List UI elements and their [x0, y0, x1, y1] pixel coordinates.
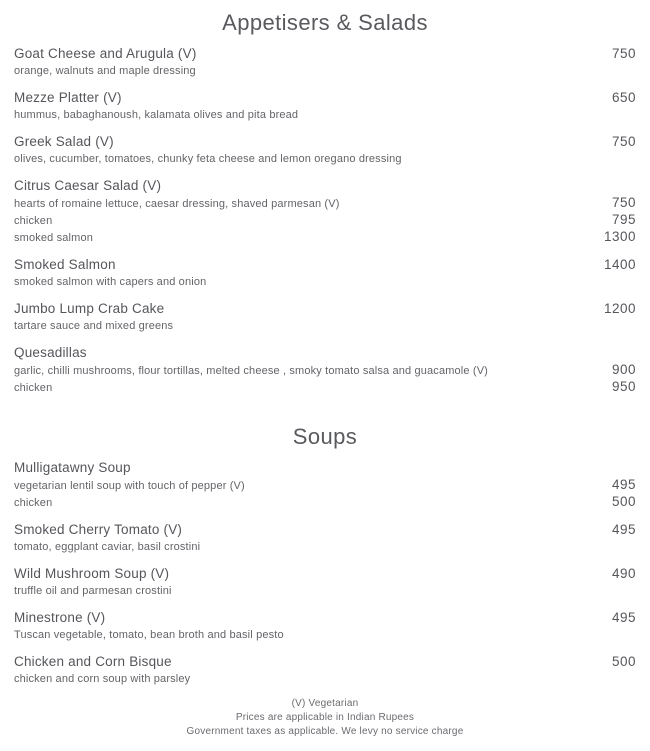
item-name: Mezze Platter (V)	[14, 90, 122, 105]
item-row	[14, 300, 636, 317]
variant-price: 750	[611, 195, 636, 210]
variant-description: chicken	[14, 215, 53, 227]
variant-row	[14, 194, 636, 211]
variant-row	[14, 211, 636, 228]
item-price: 500	[611, 654, 636, 669]
variant-price: 500	[611, 494, 636, 509]
item-row	[14, 344, 636, 361]
section-title: Soups	[292, 424, 358, 449]
item-name: Mulligatawny Soup	[14, 460, 131, 475]
variant-row	[14, 476, 636, 493]
item-name: Chicken and Corn Bisque	[14, 654, 172, 669]
item-name: Jumbo Lump Crab Cake	[14, 301, 165, 316]
item-name: Quesadillas	[14, 345, 87, 360]
menu-item	[14, 300, 636, 333]
variant-description: chicken	[14, 382, 53, 394]
variant-row	[14, 493, 636, 510]
item-description: tomato, eggplant caviar, basil crostini	[14, 541, 201, 553]
item-row	[14, 609, 636, 626]
item-row	[14, 565, 636, 582]
variant-description: hearts of romaine lettuce, caesar dressing, shaved parmesan (V)	[14, 198, 340, 210]
item-row	[14, 459, 636, 476]
item-price: 750	[611, 134, 636, 149]
item-row	[14, 256, 636, 273]
menu-item	[14, 609, 636, 642]
variant-row	[14, 361, 636, 378]
variant-description: chicken	[14, 497, 53, 509]
item-name: Smoked Salmon	[14, 257, 116, 272]
menu-item	[14, 45, 636, 78]
item-description: orange, walnuts and maple dressing	[14, 65, 196, 77]
item-name: Smoked Cherry Tomato (V)	[14, 522, 183, 537]
section-appetisers-salads	[14, 8, 636, 406]
item-row	[14, 89, 636, 106]
item-description: chicken and corn soup with parsley	[14, 673, 191, 685]
footer-note-taxes: Government taxes as applicable. We levy no service charge	[186, 726, 464, 737]
item-row	[14, 177, 636, 194]
footer-note-vegetarian: (V) Vegetarian	[291, 698, 359, 709]
item-price: 495	[611, 522, 636, 537]
menu-item	[14, 256, 636, 289]
item-name: Wild Mushroom Soup (V)	[14, 566, 170, 581]
variant-row	[14, 378, 636, 395]
menu-item	[14, 653, 636, 686]
footer-note-currency: Prices are applicable in Indian Rupees	[235, 712, 415, 723]
variant-price: 900	[611, 362, 636, 377]
item-price: 1400	[603, 257, 636, 272]
item-name: Citrus Caesar Salad (V)	[14, 178, 162, 193]
item-description: hummus, babaghanoush, kalamata olives and pita bread	[14, 109, 299, 121]
item-description: Tuscan vegetable, tomato, bean broth and basil pesto	[14, 629, 284, 641]
variant-price: 495	[611, 477, 636, 492]
variant-description: smoked salmon	[14, 232, 93, 244]
item-price: 490	[611, 566, 636, 581]
variant-price: 950	[611, 379, 636, 394]
item-row	[14, 45, 636, 62]
variant-row	[14, 228, 636, 245]
item-price: 650	[611, 90, 636, 105]
section-title: Appetisers & Salads	[222, 10, 428, 35]
item-row	[14, 521, 636, 538]
menu-item	[14, 521, 636, 554]
footer-notes	[14, 697, 636, 751]
item-name: Minestrone (V)	[14, 610, 106, 625]
item-price: 1200	[603, 301, 636, 316]
item-description: smoked salmon with capers and onion	[14, 276, 207, 288]
item-row	[14, 653, 636, 670]
menu-item	[14, 459, 636, 510]
variant-price: 795	[611, 212, 636, 227]
item-description: truffle oil and parmesan crostini	[14, 585, 172, 597]
item-description: olives, cucumber, tomatoes, chunky feta cheese and lemon oregano dressing	[14, 153, 402, 165]
item-name: Goat Cheese and Arugula (V)	[14, 46, 197, 61]
menu-item	[14, 344, 636, 395]
variant-description: vegetarian lentil soup with touch of pepper (V)	[14, 480, 245, 492]
menu-item	[14, 177, 636, 245]
item-row	[14, 133, 636, 150]
menu-item	[14, 565, 636, 598]
variant-price: 1300	[603, 229, 636, 244]
menu-item	[14, 89, 636, 122]
item-price: 495	[611, 610, 636, 625]
menu-item	[14, 133, 636, 166]
item-price: 750	[611, 46, 636, 61]
item-description: tartare sauce and mixed greens	[14, 320, 174, 332]
item-name: Greek Salad (V)	[14, 134, 114, 149]
section-soups	[14, 406, 636, 697]
variant-description: garlic, chilli mushrooms, flour tortillas, melted cheese , smoky tomato salsa and guacamole (V)	[14, 365, 488, 377]
